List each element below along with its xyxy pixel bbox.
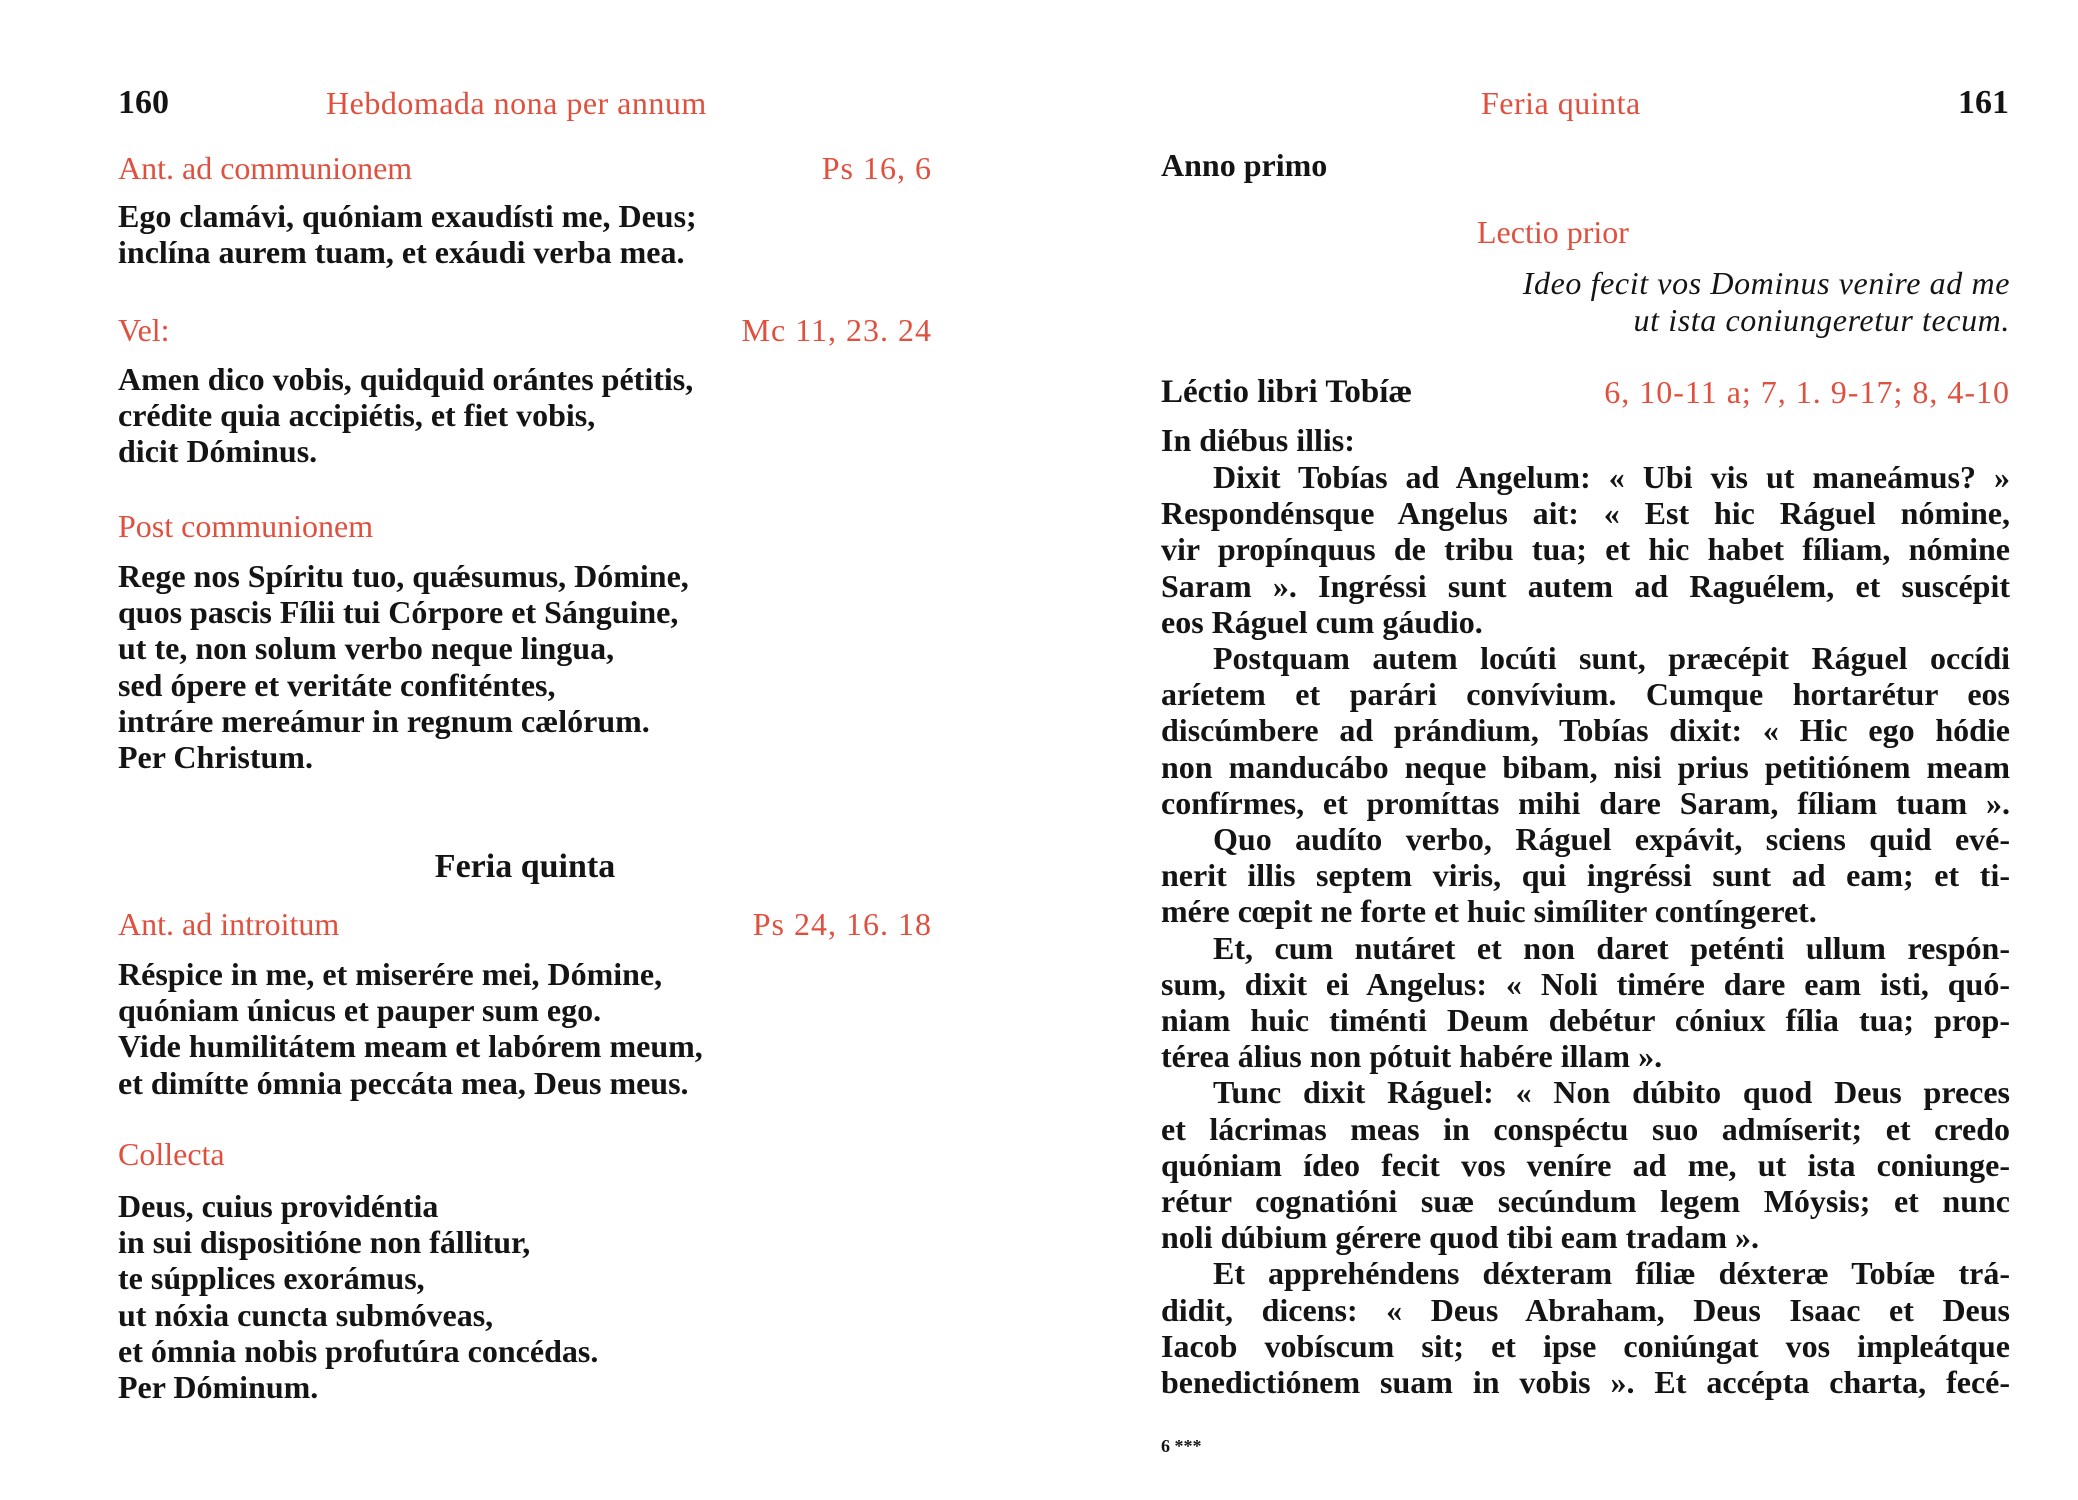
section-label: Post communionem	[118, 508, 374, 544]
scripture-reference: Ps 24, 16. 18	[752, 906, 932, 942]
year-heading: Anno primo	[1161, 147, 1328, 183]
text-line: in sui dispositióne non fállitur,	[118, 1224, 531, 1261]
running-head: Hebdomada nona per annum	[326, 85, 707, 121]
day-heading: Feria quinta	[434, 848, 616, 885]
text-line: Réspice in me, et miserére mei, Dómine,	[118, 956, 663, 992]
text-line: crédite quia accipiétis, et fiet vobis,	[118, 397, 596, 434]
text-line: aríetem et parári convívium. Cumque hortarétur eos	[1161, 676, 2010, 713]
scripture-reference: Mc 11, 23. 24	[741, 312, 932, 348]
signature-mark: 6 ***	[1161, 1436, 1202, 1456]
antiphon-text	[118, 198, 697, 270]
running-head: Feria quinta	[1481, 85, 1641, 121]
text-line: Ego clamávi, quóniam exaudísti me, Deus;	[118, 198, 697, 234]
text-line: quos pascis Fílii tui Córpore et Sánguine,	[118, 594, 679, 631]
section-label: Ant. ad communionem	[118, 150, 413, 186]
text-line: Quo audíto verbo, Ráguel expávit, sciens quid evé-	[1213, 821, 2010, 858]
scripture-reference: Ps 16, 6	[821, 150, 932, 186]
section-label: Vel:	[118, 312, 170, 348]
antiphon-text	[118, 956, 703, 1101]
text-line: dicit Dóminus.	[118, 433, 318, 470]
text-line: quóniam únicus et pauper sum ego.	[118, 992, 602, 1029]
text-line: Et apprehéndens déxteram fíliæ déxteræ Tobíæ trá-	[1213, 1255, 2010, 1292]
reading-paragraph	[1161, 640, 2010, 821]
text-line: Per Christum.	[118, 739, 313, 776]
text-line: rétur cognatióni suæ secúndum legem Móysis; et nunc	[1161, 1183, 2010, 1220]
reading-opening: In diébus illis:	[1161, 422, 1355, 458]
text-line: noli dúbium gérere quod tibi eam tradam ».	[1161, 1219, 1759, 1256]
text-line: Vide humilitátem meam et labórem meum,	[118, 1028, 703, 1065]
text-line: Ideo fecit vos Dominus venire ad me	[1522, 265, 2010, 301]
text-line: nerit illis septem viris, qui ingréssi sunt ad eam; et ti-	[1161, 857, 2010, 894]
text-line: Tunc dixit Ráguel: « Non dúbito quod Deus preces	[1213, 1074, 2010, 1111]
text-line: ut ista coniungeretur tecum.	[1633, 302, 2010, 338]
right-page	[1039, 0, 2078, 1500]
reading-paragraph	[1161, 821, 2010, 930]
antiphon-text	[118, 361, 693, 470]
text-line: sed ópere et veritáte confiténtes,	[118, 666, 556, 703]
text-line: sum, dixit ei Angelus: « Noli timére dare eam isti, quó-	[1161, 965, 2010, 1002]
text-line: Saram ». Ingréssi sunt autem ad Raguélem, et suscépit	[1161, 567, 2010, 604]
text-line: inclína aurem tuam, et exáudi verba mea.	[118, 234, 685, 271]
text-line: Respondénsque Angelus ait: « Est hic Ráguel nómine,	[1161, 495, 2010, 532]
text-line: benedictiónem suam in vobis ». Et accépta charta, fecé-	[1161, 1364, 2010, 1401]
text-line: Et, cum nutáret et non daret peténti ullum respón-	[1213, 929, 2010, 966]
reading-paragraph	[1161, 459, 2010, 640]
text-line: quóniam ídeo fecit vos veníre ad me, ut ista coniunge-	[1161, 1146, 2010, 1183]
text-line: ut nóxia cuncta submóveas,	[118, 1296, 494, 1333]
text-line: ut te, non solum verbo neque lingua,	[118, 630, 615, 667]
reading-title: Léctio libri Tobíæ	[1161, 374, 1413, 410]
text-line: térea álius non pótuit habére illam ».	[1161, 1038, 1663, 1075]
reading-body	[1161, 459, 2010, 1400]
text-line: vir propínquus de tribu tua; et hic habet fíliam, nómine	[1161, 531, 2010, 568]
reading-reference: 6, 10-11 a; 7, 1. 9-17; 8, 4-10	[1604, 374, 2010, 410]
text-line: Postquam autem locúti sunt, præcépit Ráguel occídi	[1213, 640, 2010, 677]
page-number: 160	[118, 84, 169, 121]
text-line: et dimítte ómnia peccáta mea, Deus meus.	[118, 1064, 689, 1101]
text-line: mére cœpit ne forte et huic simíliter contíngeret.	[1161, 893, 1817, 930]
text-line: et lácrimas meas in conspéctu suo admíserit; et credo	[1161, 1110, 2010, 1147]
text-line: didit, dicens: « Deus Abraham, Deus Isaac et Deus	[1161, 1291, 2010, 1328]
text-line: et ómnia nobis profutúra concédas.	[118, 1332, 599, 1369]
prayer-text	[118, 1188, 598, 1405]
section-label: Collecta	[118, 1136, 225, 1172]
section-label: Ant. ad introitum	[118, 906, 340, 942]
text-line: Rege nos Spíritu tuo, quǽsumus, Dómine,	[118, 558, 689, 594]
page-number: 161	[1958, 84, 2009, 121]
text-line: niam huic timénti Deum debétur cóniux fília tua; prop-	[1161, 1002, 2010, 1039]
text-line: eos Ráguel cum gáudio.	[1161, 603, 1483, 640]
text-line: Per Dóminum.	[118, 1369, 319, 1406]
reading-paragraph	[1161, 930, 2010, 1075]
text-line: te súpplices exorámus,	[118, 1260, 425, 1297]
reading-paragraph	[1161, 1255, 2010, 1400]
text-line: Iacob vobíscum sit; et ipse coniúngat vos impleátque	[1161, 1327, 2010, 1364]
text-line: Deus, cuius providéntia	[118, 1188, 439, 1224]
lectio-label: Lectio prior	[1477, 214, 1629, 250]
text-line: intráre mereámur in regnum cælórum.	[118, 702, 650, 739]
reading-paragraph	[1161, 1074, 2010, 1255]
text-line: Dixit Tobías ad Angelum: « Ubi vis ut maneámus? »	[1213, 459, 2010, 495]
text-line: confírmes, et promíttas mihi dare Saram, fíliam tuam ».	[1161, 784, 2010, 821]
text-line: discúmbere ad prándium, Tobías dixit: « Hic ego hódie	[1161, 712, 2010, 749]
text-line: Amen dico vobis, quidquid orántes pétitis,	[118, 361, 694, 397]
text-line: non manducábo neque bibam, nisi prius petitiónem meam	[1161, 748, 2010, 785]
reading-summary	[1523, 265, 2010, 339]
prayer-text	[118, 558, 689, 775]
